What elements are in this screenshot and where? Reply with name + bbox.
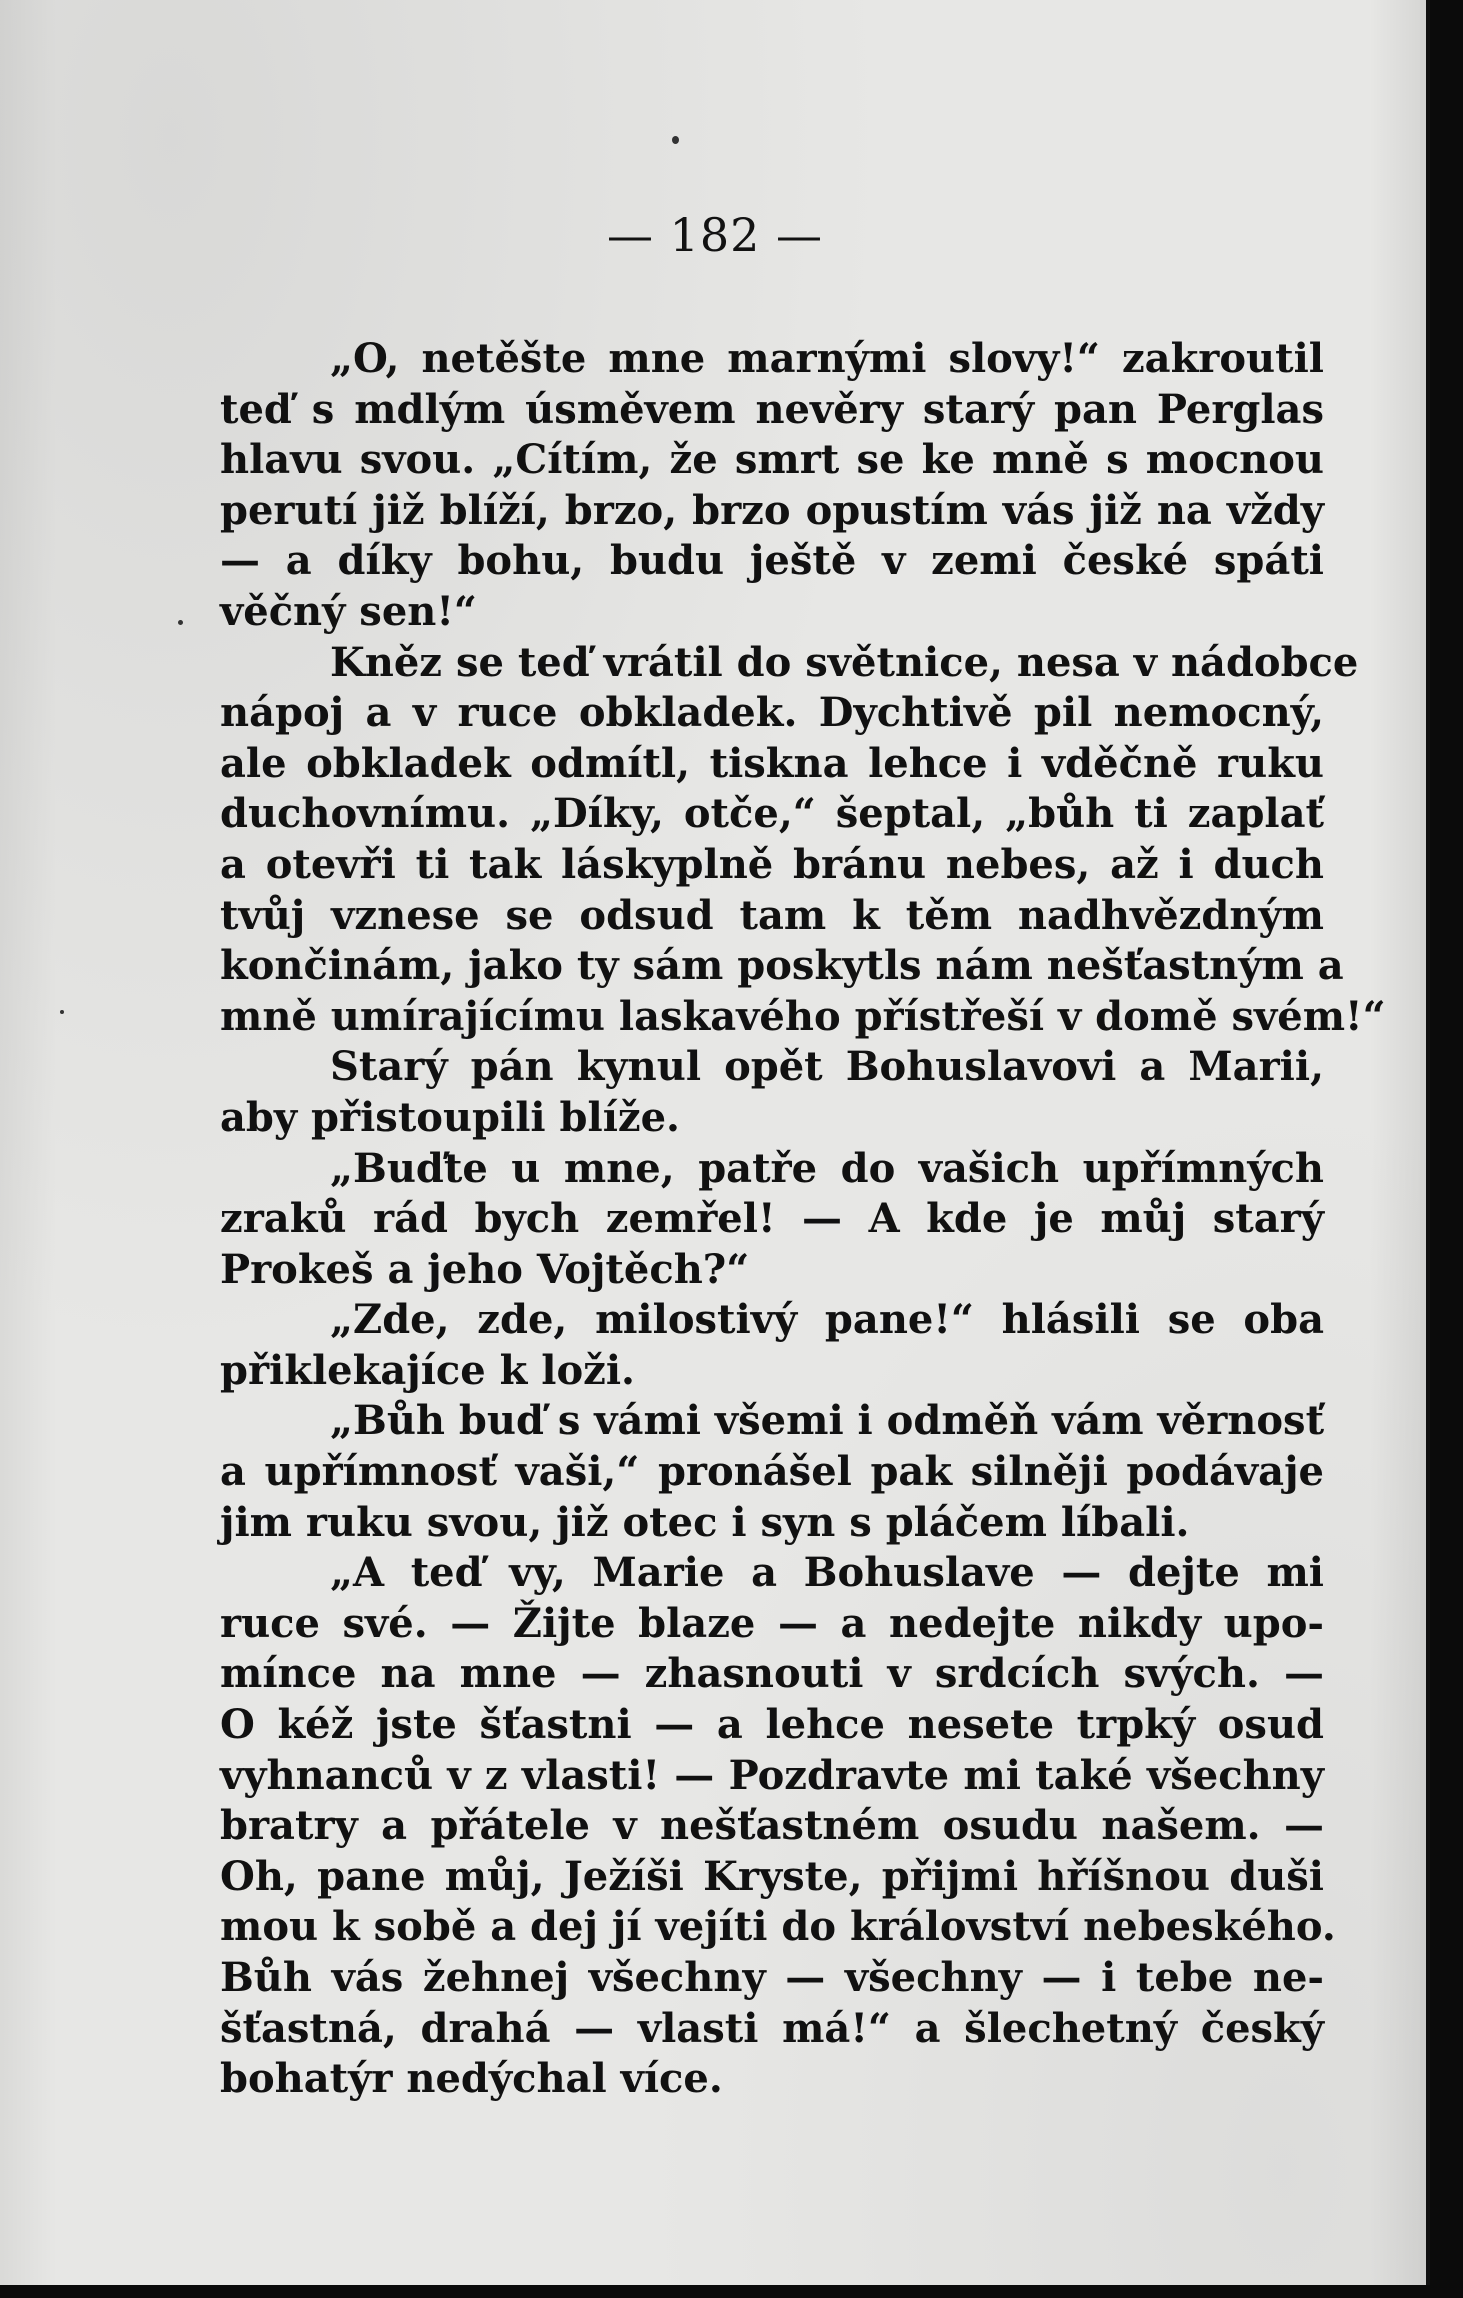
text-line: tvůj vznese se odsud tam k těm nadhvězdným bbox=[220, 891, 1324, 939]
text-line: hlavu svou. „Cítím, že smrt se ke mně s mocnou bbox=[220, 436, 1324, 484]
text-line: končinám, jako ty sám poskytls nám nešťastným a bbox=[220, 942, 1344, 990]
page-number: — 182 — bbox=[606, 208, 824, 262]
text-line: „O, netěšte mne marnými slovy!“ zakroutil bbox=[330, 335, 1324, 382]
text-line: aby přistoupili blíže. bbox=[220, 1093, 680, 1141]
text-line: nápoj a v ruce obkladek. Dychtivě pil nemocný, bbox=[220, 689, 1324, 737]
print-speck bbox=[60, 1010, 64, 1014]
text-line: jim ruku svou, již otec i syn s pláčem líbali. bbox=[220, 1498, 1190, 1546]
text-line: Kněz se teď vrátil do světnice, nesa v nádobce bbox=[330, 638, 1359, 686]
text-line: — a díky bohu, budu ještě v zemi české spáti bbox=[220, 537, 1324, 585]
text-line: věčný sen!“ bbox=[220, 587, 477, 635]
text-line: přiklekajíce k loži. bbox=[220, 1346, 635, 1394]
text-line: a otevři ti tak láskyplně bránu nebes, až i duch bbox=[220, 840, 1324, 888]
text-line: a upřímnosť vaši,“ pronášel pak silněji podávaje bbox=[220, 1448, 1324, 1496]
text-line: mou k sobě a dej jí vejíti do království nebeského. bbox=[220, 1903, 1336, 1951]
text-line: mně umírajícímu laskavého přístřeší v domě svém!“ bbox=[220, 992, 1386, 1040]
body-text bbox=[220, 334, 1386, 2105]
text-line: zraků rád bych zemřel! — A kde je můj starý bbox=[220, 1195, 1324, 1243]
text-line: teď s mdlým úsměvem nevěry starý pan Perglas bbox=[220, 385, 1324, 433]
text-line: ruce své. — Žijte blaze — a nedejte nikdy upo- bbox=[220, 1599, 1324, 1647]
text-line: „Zde, zde, milostivý pane!“ hlásili se oba bbox=[330, 1296, 1324, 1344]
print-speck bbox=[672, 136, 679, 144]
text-line: bohatýr nedýchal více. bbox=[220, 2055, 723, 2103]
text-line: „Buďte u mne, patře do vašich upřímných bbox=[330, 1144, 1324, 1192]
text-line: Prokeš a jeho Vojtěch?“ bbox=[220, 1245, 750, 1293]
text-line: Starý pán kynul opět Bohuslavovi a Marii, bbox=[330, 1043, 1324, 1091]
print-speck bbox=[178, 620, 183, 625]
text-line: mínce na mne — zhasnouti v srdcích svých. — bbox=[220, 1650, 1324, 1698]
text-line: Oh, pane můj, Ježíši Kryste, přijmi hříšnou duši bbox=[220, 1852, 1324, 1900]
text-line: bratry a přátele v nešťastném osudu našem. — bbox=[220, 1802, 1324, 1850]
text-line: O kéž jste šťastni — a lehce nesete trpký osud bbox=[220, 1701, 1324, 1749]
text-line: duchovnímu. „Díky, otče,“ šeptal, „bůh ti zaplať bbox=[220, 790, 1324, 838]
text-line: ale obkladek odmítl, tiskna lehce i vděčně ruku bbox=[220, 739, 1324, 787]
text-line: „Bůh buď s vámi všemi i odměň vám věrnosť bbox=[330, 1397, 1325, 1445]
text-line: Bůh vás žehnej všechny — všechny — i tebe ne- bbox=[220, 1954, 1324, 2001]
text-line: „A teď vy, Marie a Bohuslave — dejte mi bbox=[330, 1549, 1324, 1597]
text-line: perutí již blíží, brzo, brzo opustím vás již na vždy bbox=[220, 486, 1324, 534]
text-line: šťastná, drahá — vlasti má!“ a šlechetný český bbox=[220, 2004, 1324, 2052]
text-line: vyhnanců v z vlasti! — Pozdravte mi také všechny bbox=[220, 1751, 1324, 1799]
